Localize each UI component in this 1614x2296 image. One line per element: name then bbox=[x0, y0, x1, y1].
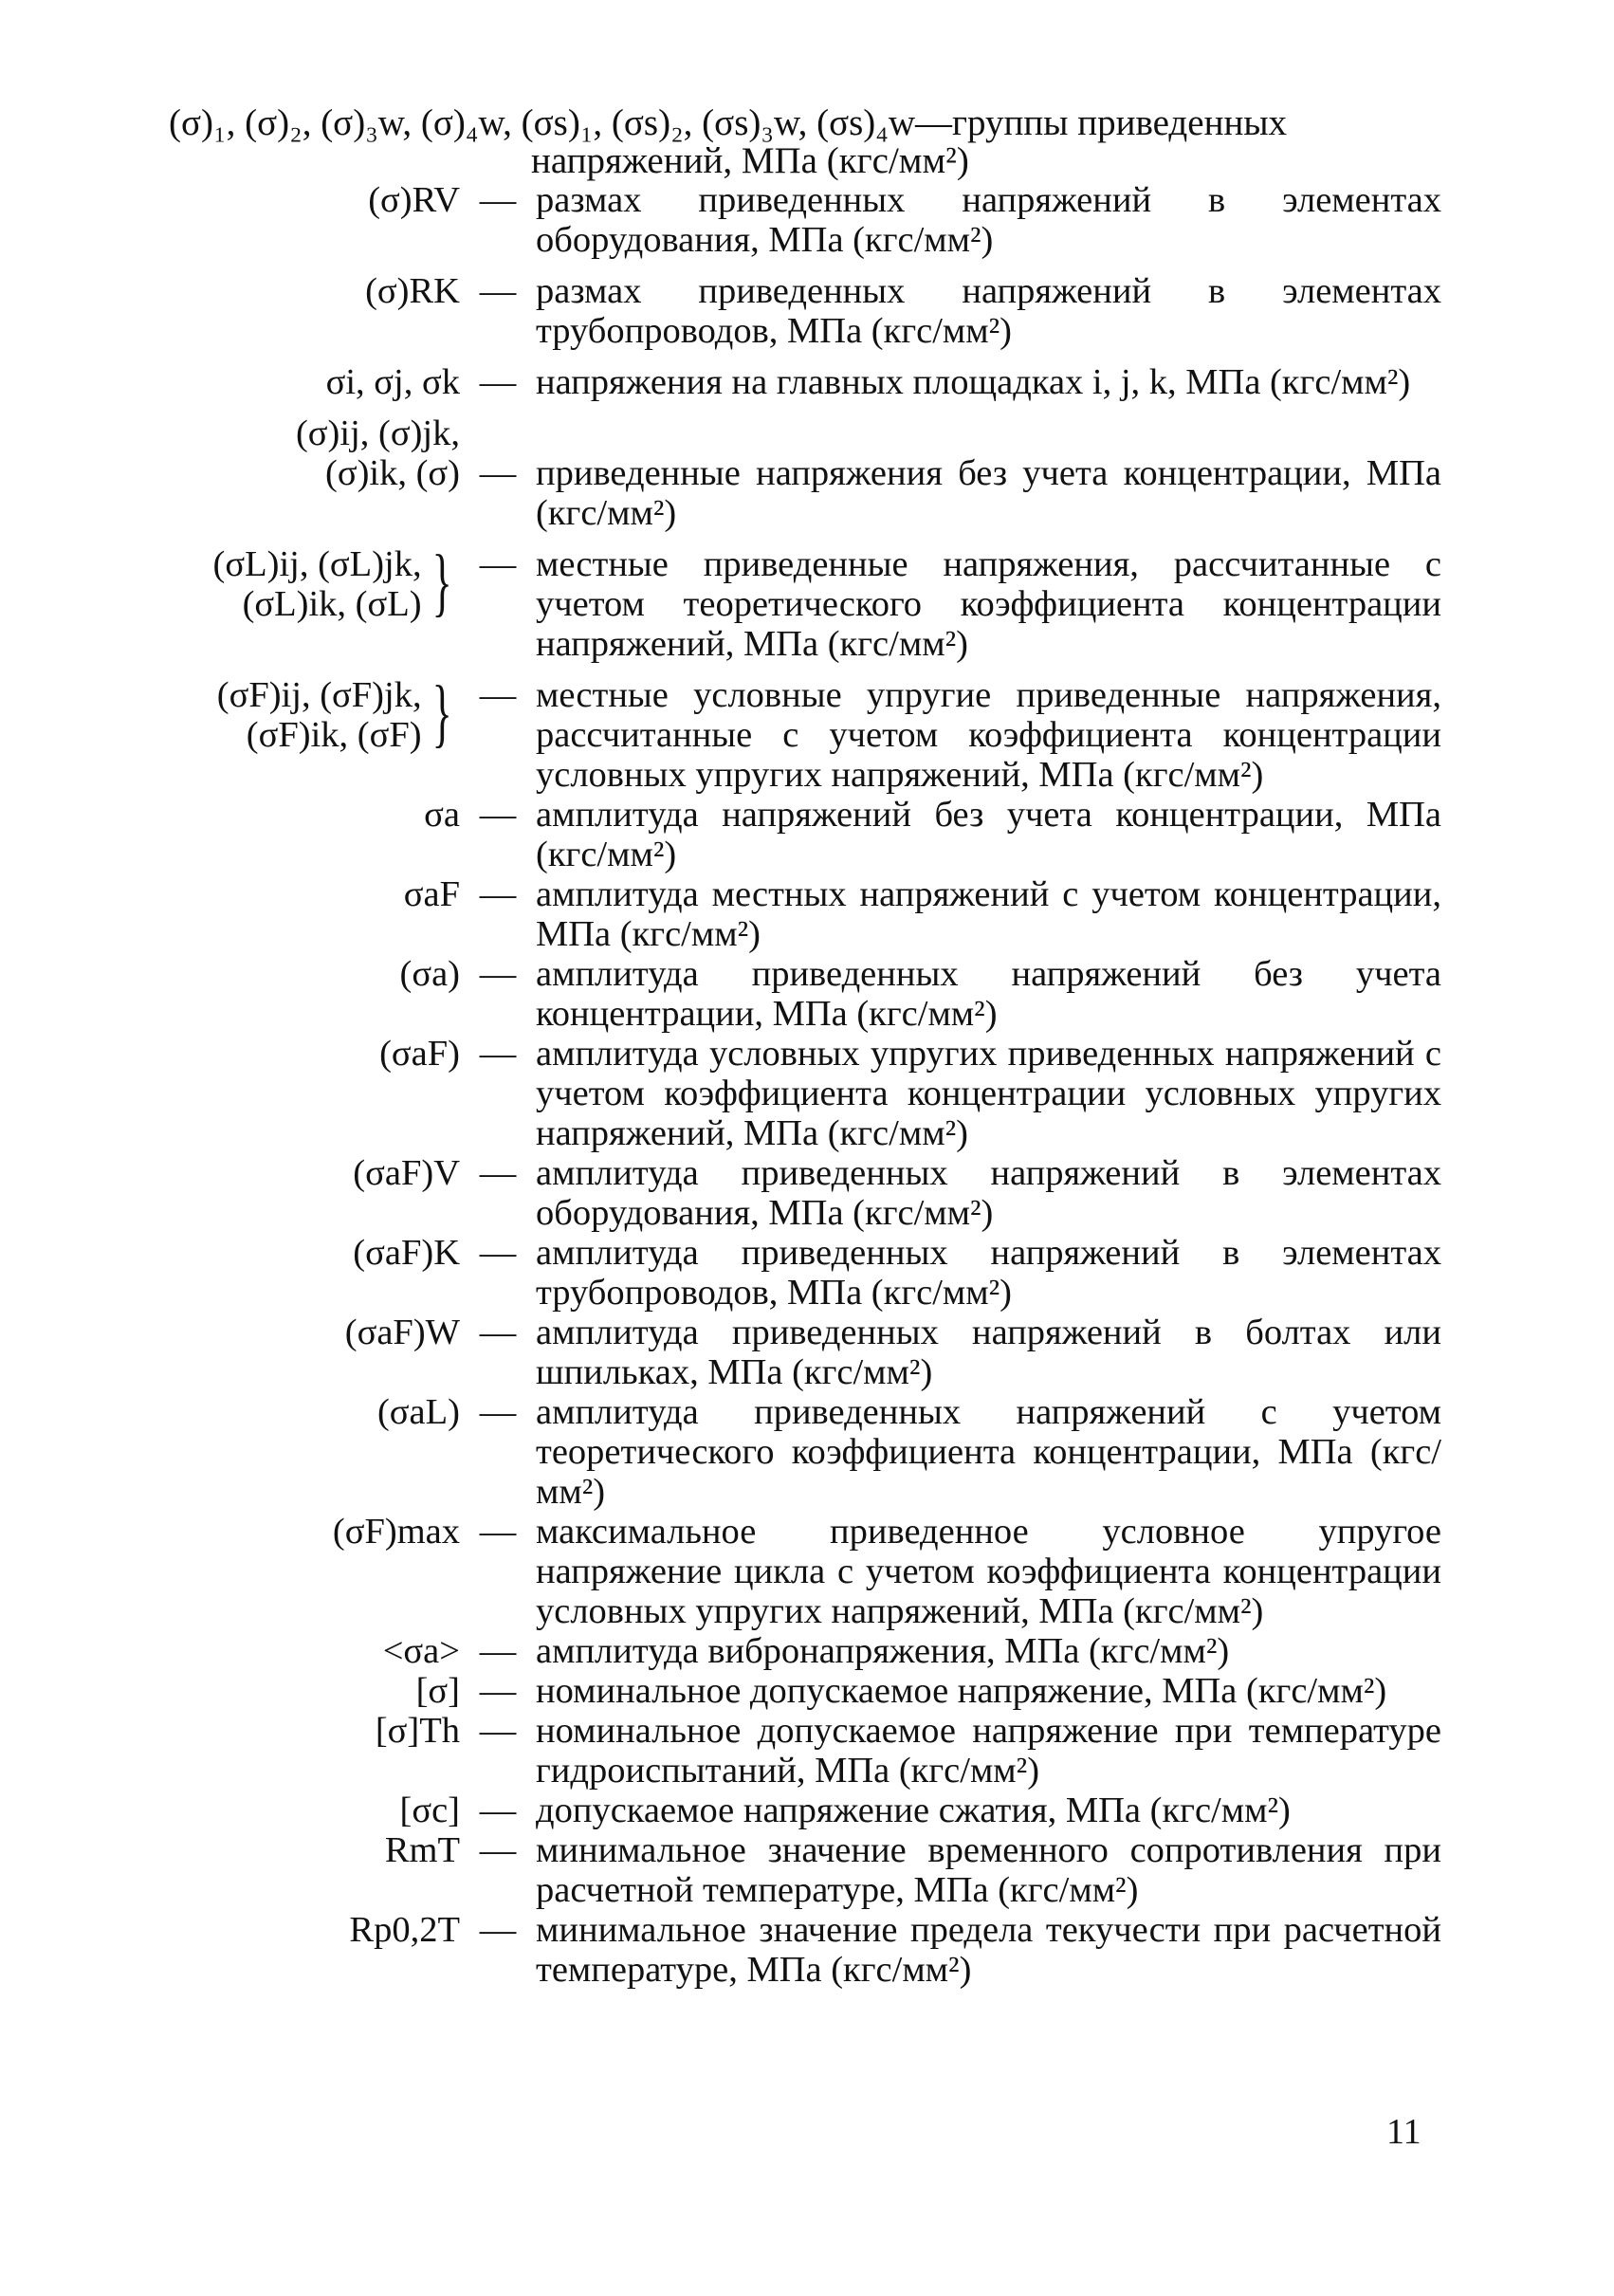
entry-sigma-af-k bbox=[142, 1233, 1441, 1313]
entry-sigma-af bbox=[142, 874, 1441, 954]
entry-dash: — bbox=[479, 544, 517, 584]
entry-dash: — bbox=[479, 362, 517, 402]
entry-dash: — bbox=[479, 954, 517, 994]
entry-symbol: σa bbox=[424, 795, 460, 835]
entry-description: амплитуда приведенных напряжений с учетом теоретического коэффициента концентрации, МПа (кгс/мм²) bbox=[536, 1392, 1441, 1512]
entry-sigma-af-w bbox=[142, 1313, 1441, 1392]
entry-symbol: (σL)ij, (σL)jk, (σL)ik, (σL) } bbox=[212, 541, 452, 624]
entry-description: амплитуда приведенных напряжений в элементах трубопроводов, МПа (кгс/мм²) bbox=[536, 1233, 1441, 1313]
entry-sigma-af-v bbox=[142, 1153, 1441, 1233]
entry-symbol: (σaF)V bbox=[353, 1153, 460, 1193]
entry-dash: — bbox=[479, 1910, 517, 1950]
entry-symbol: (σaF)K bbox=[353, 1233, 460, 1273]
entry-dash: — bbox=[479, 1830, 517, 1870]
entry-dash: — bbox=[479, 180, 517, 220]
entry-symbol: [σ] bbox=[415, 1671, 460, 1711]
entry-symbol: (σF)ij, (σF)jk, (σF)ik, (σF) } bbox=[216, 671, 452, 755]
entry-description: допускаемое напряжение сжатия, МПа (кгс/мм²) bbox=[536, 1791, 1291, 1830]
entry-sigma-a-reduced bbox=[142, 954, 1441, 1034]
entry-sigma-reduced bbox=[142, 413, 1441, 533]
entry-sigma-af-reduced bbox=[142, 1034, 1441, 1153]
entry-dash: — bbox=[479, 1313, 517, 1352]
header-line bbox=[169, 104, 1440, 142]
entry-dash: — bbox=[479, 1392, 517, 1432]
entry-description: приведенные напряжения без учета концентрации, МПа (кгс/мм²) bbox=[536, 453, 1441, 533]
entry-symbol: (σ)RK bbox=[365, 271, 460, 311]
entry-sigma-rk bbox=[142, 271, 1441, 351]
entry-description: минимальное значение временного сопротивления при расчетной температуре, МПа (кгс/мм²) bbox=[536, 1830, 1441, 1910]
entry-description: амплитуда местных напряжений с учетом концентрации, МПа (кгс/мм²) bbox=[536, 874, 1441, 954]
entry-description: размах приведенных напряжений в элементах оборудования, МПа (кгс/мм²) bbox=[536, 180, 1441, 260]
entry-symbol: Rp0,2T bbox=[349, 1910, 460, 1950]
entry-dash: — bbox=[479, 1671, 517, 1711]
entry-symbol: σi, σj, σk bbox=[325, 362, 460, 402]
entry-description: размах приведенных напряжений в элементах трубопроводов, МПа (кгс/мм²) bbox=[536, 271, 1441, 351]
entry-symbol: (σaF) bbox=[379, 1034, 460, 1074]
entry-dash: — bbox=[479, 1512, 517, 1552]
entry-dash: — bbox=[479, 1153, 517, 1193]
entry-sigma-allowable-th bbox=[142, 1711, 1441, 1791]
entry-dash: — bbox=[479, 271, 517, 311]
entry-symbol: [σc] bbox=[399, 1791, 460, 1830]
entry-sigma-conditional bbox=[142, 671, 1441, 795]
entry-sigma-allowable bbox=[142, 1671, 1441, 1711]
entry-symbol: (σaF)W bbox=[344, 1313, 460, 1352]
entry-sigma-vibration bbox=[142, 1631, 1441, 1671]
entry-dash: — bbox=[479, 795, 517, 835]
entry-description: максимальное приведенное условное упругое напряжение цикла с учетом коэффициента концентрации условных упругих напряжений, МПа (кгс/мм²) bbox=[536, 1512, 1441, 1631]
entry-dash: — bbox=[479, 675, 517, 715]
entry-symbol: RmT bbox=[384, 1830, 460, 1870]
symbol-list bbox=[142, 180, 1441, 1990]
entry-description: местные условные упругие приведенные напряжения, рассчитанные с учетом коэффициента концентрации условных упругих напряжений, МПа (кгс/мм²) bbox=[536, 675, 1441, 795]
brace-icon: } bbox=[431, 671, 452, 755]
entry-symbol: <σa> bbox=[382, 1631, 460, 1671]
entry-description: номинальное допускаемое напряжение, МПа (кгс/мм²) bbox=[536, 1671, 1387, 1711]
entry-dash: — bbox=[479, 1631, 517, 1671]
entry-dash: — bbox=[479, 453, 517, 493]
entry-symbol: [σ]Th bbox=[375, 1711, 460, 1751]
entry-description: амплитуда условных упругих приведенных напряжений с учетом коэффициента концентрации условных упругих напряжений, МПа (кгс/мм²) bbox=[536, 1034, 1441, 1153]
entry-sigma-c bbox=[142, 1791, 1441, 1830]
entry-description: номинальное допускаемое напряжение при температуре гидроиспытаний, МПа (кгс/мм²) bbox=[536, 1711, 1441, 1791]
header-desc: —группы приведенных bbox=[915, 102, 1288, 143]
entry-dash: — bbox=[479, 1711, 517, 1751]
entry-rp02-t bbox=[142, 1910, 1441, 1990]
entry-sigma-local bbox=[142, 541, 1441, 664]
entry-sigma-rv bbox=[142, 180, 1441, 260]
entry-description: амплитуда напряжений без учета концентрации, МПа (кгс/мм²) bbox=[536, 795, 1441, 874]
entry-description: минимальное значение предела текучести при расчетной температуре, МПа (кгс/мм²) bbox=[536, 1910, 1441, 1990]
entry-dash: — bbox=[479, 874, 517, 914]
entry-description: амплитуда приведенных напряжений в элементах оборудования, МПа (кгс/мм²) bbox=[536, 1153, 1441, 1233]
entry-sigma-al bbox=[142, 1392, 1441, 1512]
entry-description: напряжения на главных площадках i, j, k, МПа (кгс/мм²) bbox=[536, 362, 1411, 402]
entry-description: местные приведенные напряжения, рассчитанные с учетом теоретического коэффициента концентрации напряжений, МПа (кгс/мм²) bbox=[536, 544, 1441, 664]
entry-symbol: (σa) bbox=[399, 954, 460, 994]
entry-rm-t bbox=[142, 1830, 1441, 1910]
header-symbols: (σ)₁, (σ)₂, (σ)₃w, (σ)₄w, (σs)₁, (σs)₂, (σs)₃w, (σs)₄w bbox=[169, 102, 916, 143]
entry-dash: — bbox=[479, 1791, 517, 1830]
entry-dash: — bbox=[479, 1034, 517, 1074]
page-number: 11 bbox=[1386, 2112, 1421, 2152]
entry-symbol: (σaL) bbox=[376, 1392, 460, 1432]
entry-symbol: (σ)RV bbox=[368, 180, 460, 220]
entry-symbol: (σ)ij, (σ)jk, (σ)ik, (σ) bbox=[295, 413, 460, 493]
entry-description: амплитуда приведенных напряжений в болтах или шпильках, МПа (кгс/мм²) bbox=[536, 1313, 1441, 1392]
entry-description: амплитуда приведенных напряжений без учета концентрации, МПа (кгс/мм²) bbox=[536, 954, 1441, 1034]
entry-sigma-a bbox=[142, 795, 1441, 874]
entry-symbol: (σF)max bbox=[332, 1512, 460, 1552]
entry-sigma-f-max bbox=[142, 1512, 1441, 1631]
entry-description: амплитуда вибронапряжения, МПа (кгс/мм²) bbox=[536, 1631, 1230, 1671]
entry-sigma-ijk bbox=[142, 362, 1441, 402]
brace-icon: } bbox=[431, 541, 452, 624]
entry-symbol: σaF bbox=[403, 874, 460, 914]
entry-dash: — bbox=[479, 1233, 517, 1273]
header-desc-continuation: напряжений, МПа (кгс/мм²) bbox=[531, 140, 969, 181]
